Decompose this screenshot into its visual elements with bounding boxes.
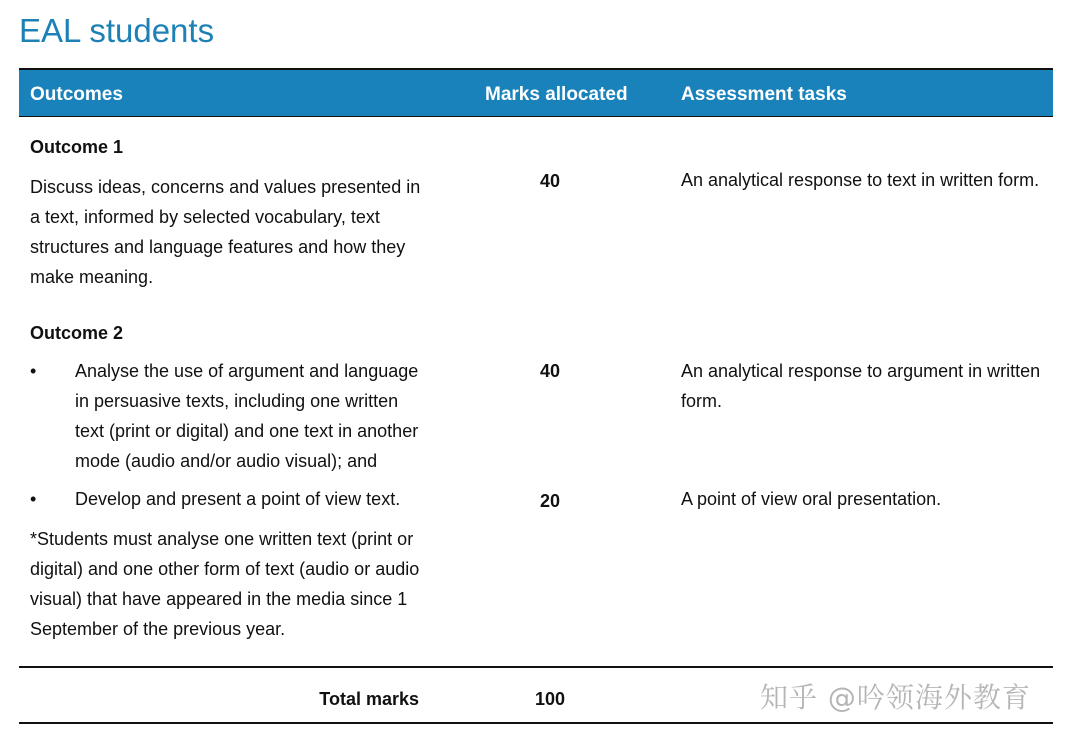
outcome-2-note: *Students must analyse one written text (print or digital) and one other form of text (audio or audio visual) that have appeared in the media since 1 September of the previous year. bbox=[30, 529, 420, 639]
watermark: 知乎 @吟领海外教育 bbox=[760, 681, 1031, 714]
total-bottom-rule bbox=[19, 722, 1053, 724]
outcome-1-marks: 40 bbox=[539, 171, 561, 191]
total-top-rule bbox=[19, 666, 1053, 668]
outcome-2-bullet-1-text: Analyse the use of argument and language in persuasive texts, including one written text (print or digital) and one text in another mode (audio and/or audio visual); and bbox=[75, 361, 419, 471]
outcome-2-bullet-1-marks: 40 bbox=[539, 361, 561, 381]
total-marks-label: Total marks bbox=[319, 689, 419, 709]
header-assessment-tasks: Assessment tasks bbox=[681, 84, 847, 105]
outcome-2-bullet-2-task: A point of view oral presentation. bbox=[681, 489, 942, 509]
header-bottom-rule bbox=[19, 116, 1053, 117]
header-outcomes: Outcomes bbox=[30, 84, 123, 105]
total-marks-value: 100 bbox=[534, 689, 566, 709]
outcome-2-bullet-2-marks: 20 bbox=[539, 491, 561, 511]
assessment-table bbox=[19, 68, 1053, 117]
outcome-2-bullet-1-task: An analytical response to argument in written form. bbox=[681, 361, 1041, 411]
outcome-2-heading: Outcome 2 bbox=[30, 323, 124, 343]
outcome-2-bullet-2-text: Develop and present a point of view text. bbox=[75, 489, 401, 509]
page-title: EAL students bbox=[19, 12, 215, 49]
table-header bbox=[19, 70, 1053, 116]
outcome-1-heading: Outcome 1 bbox=[30, 137, 124, 157]
outcome-1-task: An analytical response to text in written form. bbox=[681, 170, 1040, 190]
bullet-marker: • bbox=[30, 361, 37, 381]
outcome-1-description: Discuss ideas, concerns and values presented in a text, informed by selected vocabulary, text structures and language features and how they make meaning. bbox=[30, 177, 421, 287]
bullet-marker: • bbox=[30, 489, 37, 509]
header-marks-allocated: Marks allocated bbox=[485, 84, 628, 105]
